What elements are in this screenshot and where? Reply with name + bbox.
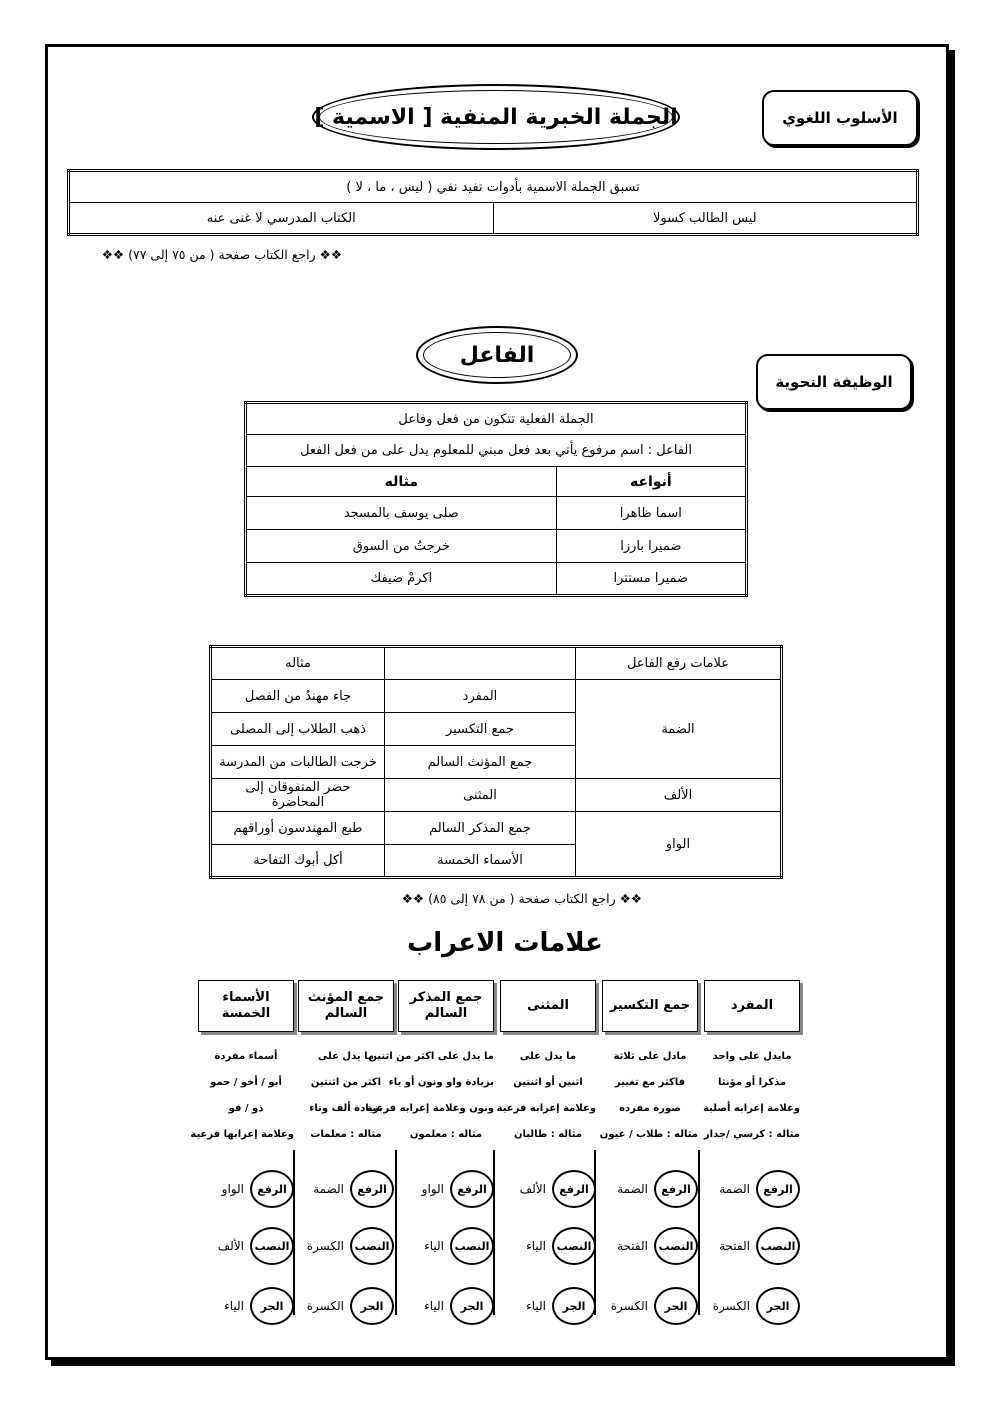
example-cell: صلى يوسف بالمسجد <box>246 497 557 530</box>
case-column <box>190 980 294 1148</box>
case-column-desc-line: مادل على ثلاثة <box>613 1051 687 1062</box>
case-mark-label: الألف <box>519 1182 546 1196</box>
case-row <box>704 1170 800 1208</box>
case-column-desc-line: بزيادة واو ونون أو ياء <box>388 1077 494 1088</box>
case-name-circle: النصب <box>450 1227 494 1265</box>
header-marks: علامات رفع الفاعل <box>576 647 782 680</box>
case-row <box>602 1170 698 1208</box>
title-subject: الفاعل <box>416 326 578 384</box>
case-mark-label: الياء <box>424 1299 444 1313</box>
case-mark-label: الواو <box>221 1182 244 1196</box>
case-mark-label: الألف <box>217 1239 244 1253</box>
subject-table <box>244 401 748 597</box>
case-column-desc-line: مثاله : طالبان <box>513 1129 583 1140</box>
case-name-circle: الجر <box>756 1287 800 1325</box>
case-column-desc-line: ما يدل على <box>317 1051 375 1062</box>
case-row <box>298 1287 394 1325</box>
kind-cell: المفرد <box>385 680 576 713</box>
example-cell: اكرمْ ضيفك <box>246 563 557 596</box>
case-column <box>704 980 800 1148</box>
case-column-desc-line: ذو / فو <box>228 1103 264 1114</box>
title-case-marks: علامات الاعراب <box>407 928 603 958</box>
subject-marks-table <box>209 645 783 879</box>
example-cell: حضر المتفوقان إلى المحاضرة <box>211 779 385 812</box>
subject-row-1: الجملة الفعلية تتكون من فعل وفاعل <box>246 403 747 435</box>
example-cell: ذهب الطلاب إلى المصلى <box>211 713 385 746</box>
case-name-circle: النصب <box>756 1227 800 1265</box>
case-column-desc-line: وعلامة إعرابها فرعية <box>190 1129 294 1140</box>
case-name-circle: النصب <box>350 1227 394 1265</box>
kind-cell: المثنى <box>385 779 576 812</box>
case-name-circle: الرفع <box>350 1170 394 1208</box>
case-column-desc-line: ما يدل على <box>519 1051 577 1062</box>
case-column-desc-line: أبو / أخو / حمو <box>210 1077 282 1088</box>
case-name-circle: الجر <box>552 1287 596 1325</box>
case-mark-label: الكسرة <box>306 1299 344 1313</box>
case-column-desc-line: مثاله : معلمات <box>310 1129 382 1140</box>
kind-cell: جمع المؤنث السالم <box>385 746 576 779</box>
case-row <box>500 1227 596 1265</box>
case-mark-label: الياء <box>224 1299 244 1313</box>
case-column-desc-line: بزيادة ألف وتاء <box>309 1103 383 1114</box>
case-column-desc-line: أسماء مفردة <box>214 1051 278 1062</box>
case-mark-label: الكسرة <box>712 1299 750 1313</box>
example-cell: طبع المهندسون أوراقهم <box>211 812 385 845</box>
case-column-desc-line: مايدل على واحد <box>712 1051 792 1062</box>
case-name-circle: الجر <box>450 1287 494 1325</box>
case-mark-label: الواو <box>421 1182 444 1196</box>
case-mark-label: الياء <box>526 1299 546 1313</box>
mark-waw: الواو <box>576 812 782 878</box>
kind-cell: جمع التكسير <box>385 713 576 746</box>
negation-example-2: الكتاب المدرسي لا غنى عنه <box>69 203 494 235</box>
case-name-circle: الرفع <box>250 1170 294 1208</box>
case-name-circle: الجر <box>350 1287 394 1325</box>
case-column-desc-line: مثاله : معلمون <box>409 1129 483 1140</box>
case-name-circle: الرفع <box>654 1170 698 1208</box>
case-mark-label: الفتحة <box>617 1239 648 1253</box>
case-column-desc-line: مثاله : طلاب / عيون <box>599 1129 698 1140</box>
case-row <box>602 1287 698 1325</box>
reference-note-2: ❖❖ راجع الكتاب صفحة ( من ٧٨ إلى ٨٥) ❖❖ <box>401 891 642 906</box>
case-row <box>602 1227 698 1265</box>
case-column-desc-line: مذكرا أو مؤنثا <box>717 1077 787 1088</box>
header-example: مثاله <box>211 647 385 680</box>
case-column-desc-line: وعلامة إعرابه أصلية <box>703 1103 800 1114</box>
section-label-grammatical-function: الوظيفة النحوية <box>756 354 912 410</box>
case-row <box>398 1170 494 1208</box>
mark-alif: الألف <box>576 779 782 812</box>
case-column-head: جمع التكسير <box>602 980 698 1032</box>
kind-cell: الأسماء الخمسة <box>385 845 576 878</box>
case-mark-label: الياء <box>424 1239 444 1253</box>
case-column <box>496 980 596 1148</box>
column-divider <box>293 1150 295 1315</box>
case-column-desc-line: مثاله : كرسي /جدار <box>703 1129 800 1140</box>
case-column-desc-line: صورة مفرده <box>619 1103 681 1114</box>
case-row <box>198 1227 294 1265</box>
example-cell: خرجتُ من السوق <box>246 530 557 563</box>
case-row <box>398 1227 494 1265</box>
case-mark-label: الضمة <box>617 1182 648 1196</box>
case-mark-label: الكسرة <box>610 1299 648 1313</box>
example-cell: جاء مهندُ من الفصل <box>211 680 385 713</box>
header-types: أنواعه <box>556 467 746 497</box>
case-name-circle: الجر <box>654 1287 698 1325</box>
case-row <box>704 1227 800 1265</box>
case-row <box>500 1287 596 1325</box>
case-column-desc-line: ونون وعلامة إعرابه فرعية <box>366 1103 494 1114</box>
negation-definition: تسبق الجملة الاسمية بأدوات تفيد نفي ( ليس ، ما ، لا ) <box>69 171 918 203</box>
title-negative-nominal-sentence: الجملة الخبرية المنفية [ الاسمية ] <box>312 84 680 150</box>
case-column-desc-line: فاكثر مع تغيير <box>614 1077 686 1088</box>
case-column-desc-line: ما يدل على اكثر من اثنين <box>368 1051 494 1062</box>
type-cell: ضميرا بارزا <box>556 530 746 563</box>
case-column-head: جمع المذكر السالم <box>398 980 494 1032</box>
case-mark-label: الكسرة <box>306 1239 344 1253</box>
case-row <box>298 1170 394 1208</box>
case-mark-label: الضمة <box>313 1182 344 1196</box>
reference-note-1: ❖❖ راجع الكتاب صفحة ( من ٧٥ إلى ٧٧) ❖❖ <box>101 247 342 262</box>
case-name-circle: النصب <box>552 1227 596 1265</box>
case-column-head: جمع المؤنث السالم <box>298 980 394 1032</box>
case-column <box>366 980 494 1148</box>
case-column-desc-line: اكثر من اثنتين <box>310 1077 382 1088</box>
column-divider <box>698 1150 700 1315</box>
negation-table <box>67 169 919 236</box>
case-name-circle: الرفع <box>450 1170 494 1208</box>
case-name-circle: الرفع <box>756 1170 800 1208</box>
case-row <box>500 1170 596 1208</box>
case-row <box>398 1287 494 1325</box>
subject-row-2: الفاعل : اسم مرفوع يأتي بعد فعل مبني للمعلوم يدل على من فعل الفعل <box>246 435 747 467</box>
type-cell: ضميرا مستترا <box>556 563 746 596</box>
case-mark-label: الفتحة <box>719 1239 750 1253</box>
case-row <box>298 1227 394 1265</box>
case-row <box>704 1287 800 1325</box>
case-column-desc-line: وعلامة إعرابه فرعية <box>496 1103 596 1114</box>
column-divider <box>493 1150 495 1315</box>
case-mark-label: الياء <box>526 1239 546 1253</box>
type-cell: اسما ظاهرا <box>556 497 746 530</box>
kind-cell: جمع المذكر السالم <box>385 812 576 845</box>
header-blank <box>385 647 576 680</box>
case-column <box>298 980 394 1148</box>
case-row <box>198 1287 294 1325</box>
column-divider <box>594 1150 596 1315</box>
case-mark-label: الضمة <box>719 1182 750 1196</box>
example-cell: أكل أبوك التفاحة <box>211 845 385 878</box>
case-name-circle: الرفع <box>552 1170 596 1208</box>
case-row <box>198 1170 294 1208</box>
header-example: مثاله <box>246 467 557 497</box>
case-column-head: المثنى <box>500 980 596 1032</box>
case-name-circle: النصب <box>250 1227 294 1265</box>
case-name-circle: النصب <box>654 1227 698 1265</box>
column-divider <box>395 1150 397 1315</box>
case-column-head: الأسماء الخمسة <box>198 980 294 1032</box>
mark-damma: الضمة <box>576 680 782 779</box>
example-cell: خرجت الطالبات من المدرسة <box>211 746 385 779</box>
case-name-circle: الجر <box>250 1287 294 1325</box>
case-column <box>599 980 698 1148</box>
negation-example-1: ليس الطالب كسولا <box>493 203 918 235</box>
case-column-head: المفرد <box>704 980 800 1032</box>
section-label-linguistic-style: الأسلوب اللغوي <box>762 90 918 146</box>
case-column-desc-line: اثنين أو اثنتين <box>513 1077 583 1088</box>
